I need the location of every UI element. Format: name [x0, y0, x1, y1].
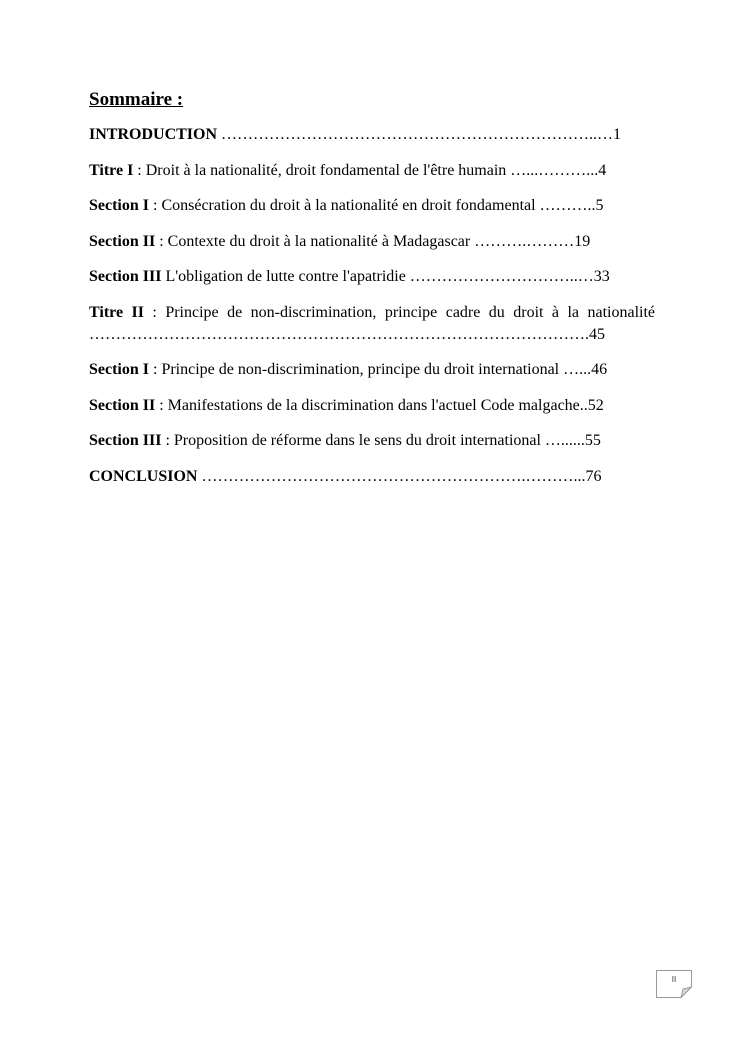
toc-entry-titre-1	[89, 160, 655, 182]
toc-entry-text: : Contexte du droit à la nationalité à Madagascar ……….………19	[155, 232, 591, 250]
toc-entry-titre-2-section-2	[89, 395, 655, 417]
toc-entry-label: Titre I	[89, 161, 134, 179]
toc-entry-text: : Principe de non-discrimination, principe du droit international …...46	[149, 361, 608, 378]
toc-entry-text: L'obligation de lutte contre l'apatridie …………………………..…33	[161, 268, 610, 285]
toc-entry-conclusion	[89, 466, 655, 488]
toc-entry-titre-1-section-2	[89, 231, 655, 253]
toc-entry-titre-2-section-1	[89, 359, 655, 381]
toc-entry-text: : Droit à la nationalité, droit fondamental de l'être humain …...………...4	[133, 161, 607, 179]
toc-entry-text: : Consécration du droit à la nationalité en droit fondamental ………..5	[149, 197, 604, 214]
toc-entry-label: Section III	[89, 432, 162, 449]
toc-entry-label: CONCLUSION	[89, 467, 198, 485]
toc-entry-titre-2	[89, 302, 655, 346]
toc-entry-label: INTRODUCTION	[89, 126, 218, 143]
toc-entry-text: : Manifestations de la discrimination dans l'actuel Code malgache..52	[155, 396, 604, 414]
toc-entry-titre-2-section-3	[89, 430, 655, 452]
table-of-contents	[89, 124, 655, 501]
toc-entry-label: Section III	[89, 268, 162, 285]
toc-entry-label: Section I	[89, 361, 149, 378]
toc-entry-text: …………………………………………………….………...76	[197, 467, 602, 485]
page-number: II	[671, 975, 677, 984]
toc-entry-label: Section I	[89, 197, 149, 214]
toc-entry-text: ……………………………………………………………..…1	[217, 126, 622, 143]
toc-entry-titre-1-section-1	[89, 195, 655, 217]
toc-entry-introduction	[89, 124, 655, 146]
toc-entry-titre-1-section-3	[89, 266, 655, 288]
toc-entry-text: : Proposition de réforme dans le sens du droit international …......55	[161, 432, 601, 449]
toc-entry-label: Titre II	[89, 303, 144, 321]
toc-entry-label: Section II	[89, 232, 156, 250]
toc-entry-text: : Principe de non-discrimination, principe cadre du droit à la nationalité ………………………………………………………………………………….45	[89, 303, 656, 343]
toc-heading: Sommaire :	[89, 89, 184, 110]
toc-entry-label: Section II	[89, 396, 156, 414]
